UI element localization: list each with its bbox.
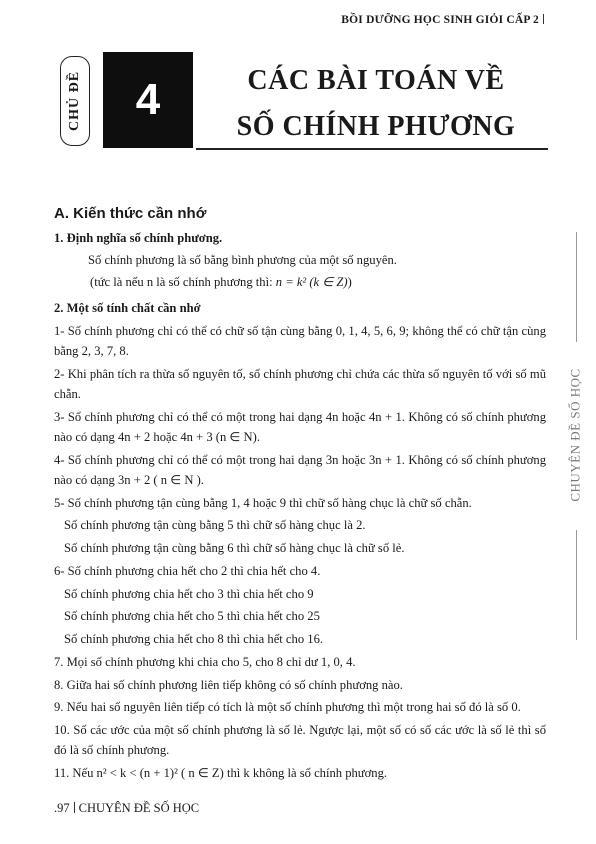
property-6a: Số chính phương chia hết cho 3 thì chia hết cho 9: [64, 587, 314, 601]
definition-heading: 1. Định nghĩa số chính phương.: [54, 231, 223, 245]
side-rule-top: [576, 232, 577, 342]
property-6c: Số chính phương chia hết cho 8 thì chia hết cho 16.: [64, 632, 324, 646]
property-1: 1- Số chính phương chỉ có thể có chữ số tận cùng bằng 0, 1, 4, 5, 6, 9; không thể có chữ tận cùng bằng 2, 3, 7, 8.: [54, 324, 546, 358]
topic-number: 4: [103, 52, 193, 148]
topic-label-box: [60, 56, 90, 146]
topic-title-line2: SỐ CHÍNH PHƯƠNG: [236, 111, 516, 142]
property-9: 9. Nếu hai số nguyên liên tiếp có tích là một số chính phương thì một trong hai số đó là số 0.: [54, 700, 521, 714]
definition-note: [90, 272, 546, 292]
definition-note-formula: n = k² (k ∈ Z): [275, 275, 348, 289]
property-3: 3- Số chính phương chỉ có thể có một trong hai dạng 4n hoặc 4n + 1. Không có số chính phương nào có dạng 4n + 2 hoặc 4n + 3 (n ∈ N).: [54, 410, 546, 444]
topic-title-line1: CÁC BÀI TOÁN VỀ: [247, 65, 505, 96]
property-5: 5- Số chính phương tận cùng bằng 1, 4 hoặc 9 thì chữ số hàng chục là chữ số chẵn.: [54, 496, 472, 510]
footer-text: CHUYÊN ĐỀ SỐ HỌC: [78, 801, 200, 815]
footer-divider: [74, 802, 75, 813]
header-text: BỒI DƯỠNG HỌC SINH GIỎI CẤP 2: [341, 14, 539, 26]
properties-heading: 2. Một số tính chất cần nhớ: [54, 301, 201, 315]
topic-title: [196, 58, 556, 150]
property-10: 10. Số các ước của một số chính phương là số lẻ. Ngược lại, một số có số các ước là số lẻ thì số đó là số chính phương.: [54, 723, 546, 757]
property-8: 8. Giữa hai số chính phương liên tiếp không có số chính phương nào.: [54, 678, 403, 692]
page-number: .97: [54, 801, 70, 815]
definition-text: Số chính phương là số bằng bình phương của một số nguyên.: [88, 253, 397, 267]
property-5b: Số chính phương tận cùng bằng 6 thì chữ số hàng chục là chữ số lẻ.: [64, 541, 405, 555]
title-underline: [196, 148, 548, 150]
definition-note-suffix: ): [347, 275, 352, 289]
topic-label: CHỦ ĐỀ: [67, 70, 82, 132]
property-6b: Số chính phương chia hết cho 5 thì chia hết cho 25: [64, 609, 320, 623]
property-11: 11. Nếu n² < k < (n + 1)² ( n ∈ Z) thì k không là số chính phương.: [54, 766, 388, 780]
property-2: 2- Khi phân tích ra thừa số nguyên tố, số chính phương chỉ chứa các thừa số nguyên tố với số mũ chẵn.: [54, 367, 546, 401]
section-heading: A. Kiến thức cần nhớ: [54, 205, 207, 222]
page-header: [341, 14, 544, 26]
property-6: 6- Số chính phương chia hết cho 2 thì chia hết cho 4.: [54, 564, 321, 578]
side-rule-bottom: [576, 530, 577, 640]
side-label-text: CHUYÊN ĐỀ SỐ HỌC: [568, 368, 583, 502]
page-footer: [54, 801, 199, 816]
property-7: 7. Mọi số chính phương khi chia cho 5, cho 8 chỉ dư 1, 0, 4.: [54, 655, 356, 669]
definition-note-prefix: (tức là nếu n là số chính phương thì:: [90, 275, 276, 289]
header-divider: [543, 14, 544, 24]
property-4: 4- Số chính phương chỉ có thể có một trong hai dạng 3n hoặc 3n + 1. Không có số chính phương nào có dạng 3n + 2 ( n ∈ N ).: [54, 453, 546, 487]
side-label: [566, 360, 586, 510]
property-5a: Số chính phương tận cùng bằng 5 thì chữ số hàng chục là 2.: [64, 518, 366, 532]
